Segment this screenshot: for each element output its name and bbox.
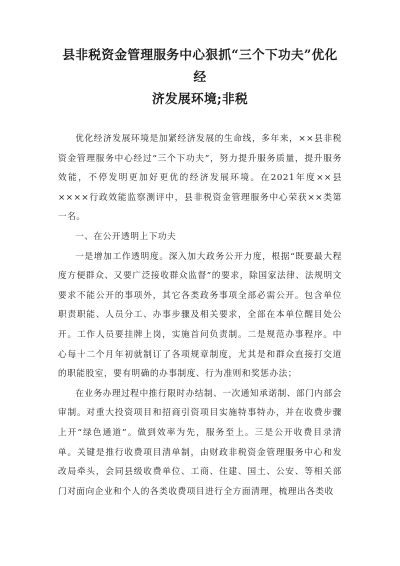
title-line-1: 县非税资金管理服务中心狠抓“三个下功夫”优化经: [62, 47, 338, 84]
body-paragraph: 一是增加工作透明度。深入加大政务公开力度，根据“既要最大程度方便群众、又要广泛接收群众监督”的要求，除国家法律、法规明文要求不能公开的事项外，其它各类政务事项全部必需公开。包含单位职责职能、人员分工、办事步骤及相关要求，全部在本单位醒目处公开。工作人员要挂牌上岗，实施首问负责制。二是规范办事程序。中心每十二个月年初就制订了各项规章制度，尤其是和群众直接打交道的职能股室，要有明确的办事制度、行为准则和奖惩办法；: [58, 251, 342, 380]
body-paragraph: 在业务办理过程中推行限时办结制、一次通知承诺制、部门内部会审制。对重大投资项目和招商引资项目实施特事特办，并在收费步骤上开“绿色通道”。做到效率为先，服务至上。三是公开收费目录清单。关键是推行收费项目清单制，由财政非税资金管理服务中心和发改局牵头，会同县级收费单位、工商、住建、国土、公安、等相关部门对面向企业和个人的各类收费项目进行全方面清理，梳理出各类收: [58, 388, 342, 497]
document-title: [58, 44, 342, 110]
intro-paragraph: 优化经济发展环境是加紧经济发展的生命线，多年来，××县非税资金管理服务中心经过“三个下功夫”，努力提升服务质量，提升服务效能，不停发明更加好更优的经济发展环境。在2021年度××县××××行政效能监察测评中，县非税资金管理服务中心荣获××类第一名。: [58, 134, 342, 223]
title-line-2: 济发展环境;非税: [151, 91, 248, 106]
section-heading: 一、在公开透明上下功夫: [75, 231, 177, 242]
